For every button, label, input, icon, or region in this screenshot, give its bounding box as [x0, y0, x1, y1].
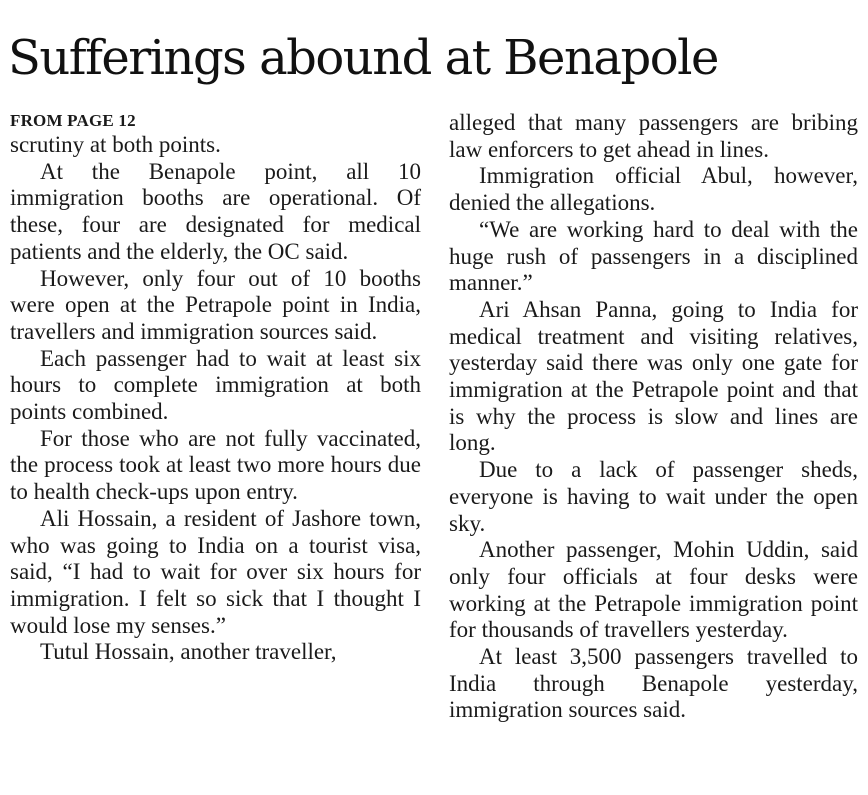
- paragraph: Ari Ahsan Panna, going to India for medical treatment and visiting relatives, yesterday said there was only one gate for immigration at the Petrapole point and that is why the process is slow and lines are long.: [449, 296, 858, 456]
- paragraph: Immigration official Abul, however, denied the allegations.: [449, 163, 858, 216]
- paragraph: scrutiny at both points.: [10, 132, 221, 157]
- article-column-right: [449, 110, 858, 724]
- paragraph: At least 3,500 passengers travelled to India through Benapole yesterday, immigration sources said.: [449, 644, 858, 723]
- paragraph: For those who are not fully vaccinated, the process took at least two more hours due to health check-ups upon entry.: [10, 425, 421, 505]
- continued-from-page-label: FROM PAGE 12: [10, 111, 136, 130]
- paragraph: At the Benapole point, all 10 immigration booths are operational. Of these, four are designated for medical patients and the elderly, the OC said.: [10, 158, 421, 264]
- paragraph: Another passenger, Mohin Uddin, said only four officials at four desks were working at the Petrapole immigration point for thousands of travellers yesterday.: [449, 537, 858, 643]
- paragraph: “We are working hard to deal with the huge rush of passengers in a disciplined manner.”: [449, 216, 858, 296]
- paragraph: Tutul Hossain, another traveller,: [40, 639, 337, 665]
- paragraph: Due to a lack of passenger sheds, everyone is having to wait under the open sky.: [449, 457, 858, 536]
- article-headline: Sufferings abound at Benapole: [8, 30, 718, 86]
- paragraph: However, only four out of 10 booths were open at the Petrapole point in India, travellers and immigration sources said.: [10, 265, 421, 344]
- paragraph: alleged that many passengers are bribing law enforcers to get ahead in lines.: [449, 110, 858, 162]
- article-column-left: [10, 110, 421, 666]
- paragraph: Ali Hossain, a resident of Jashore town, who was going to India on a tourist visa, said, “I had to wait for over six hours for immigration. I felt so sick that I thought I would lose my senses.”: [10, 505, 421, 638]
- paragraph: Each passenger had to wait at least six hours to complete immigration at both points combined.: [10, 345, 421, 425]
